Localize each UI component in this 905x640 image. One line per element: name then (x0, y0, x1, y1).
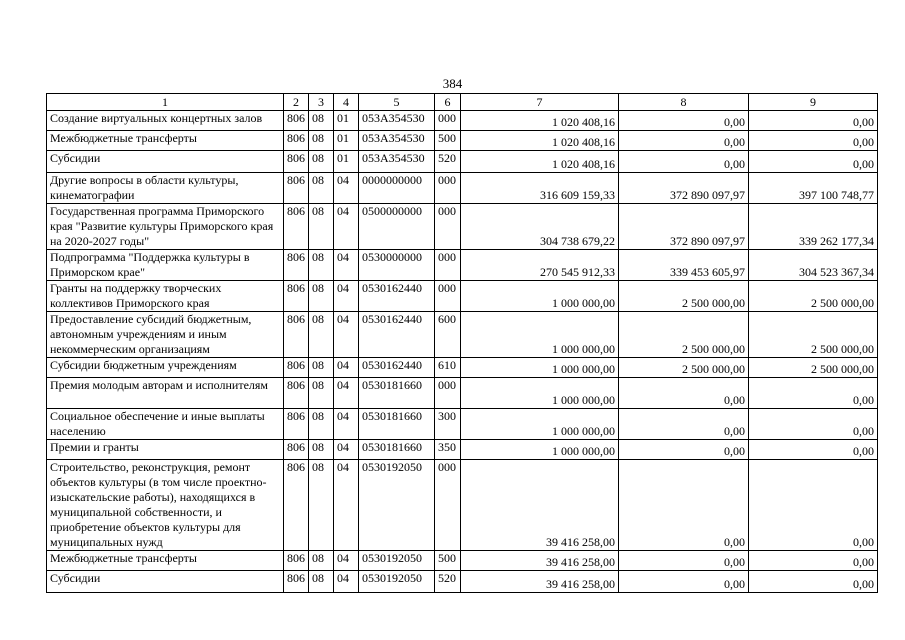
target-article-cell: 0530162440 (359, 312, 435, 358)
amount-cell: 2 500 000,00 (749, 281, 878, 312)
section-cell: 08 (309, 440, 334, 460)
amount-cell: 2 500 000,00 (619, 358, 749, 378)
code-cell: 806 (284, 409, 309, 440)
amount-cell: 39 416 258,00 (461, 460, 619, 551)
row-name-cell: Подпрограмма "Поддержка культуры в Приморском крае" (47, 250, 284, 281)
table-row (47, 151, 878, 173)
target-article-cell: 0530162440 (359, 281, 435, 312)
row-name-cell: Другие вопросы в области культуры, кинематографии (47, 173, 284, 204)
amount-cell: 0,00 (619, 409, 749, 440)
amount-cell: 2 500 000,00 (619, 281, 749, 312)
section-cell: 08 (309, 173, 334, 204)
row-name-cell: Социальное обеспечение и иные выплаты населению (47, 409, 284, 440)
target-article-cell: 0530162440 (359, 358, 435, 378)
column-header: 5 (359, 94, 435, 111)
code-cell: 806 (284, 250, 309, 281)
section-cell: 08 (309, 151, 334, 173)
amount-cell: 1 000 000,00 (461, 358, 619, 378)
section-cell: 08 (309, 551, 334, 571)
amount-cell: 0,00 (749, 409, 878, 440)
expense-type-cell: 000 (435, 204, 461, 250)
column-header: 1 (47, 94, 284, 111)
row-name-cell: Межбюджетные трансферты (47, 131, 284, 151)
target-article-cell: 0500000000 (359, 204, 435, 250)
section-cell: 08 (309, 378, 334, 409)
subsection-cell: 04 (334, 281, 359, 312)
row-name-cell: Предоставление субсидий бюджетным, автономным учреждениям и иным некоммерческим организациям (47, 312, 284, 358)
amount-cell: 1 000 000,00 (461, 409, 619, 440)
subsection-cell: 01 (334, 111, 359, 131)
code-cell: 806 (284, 111, 309, 131)
section-cell: 08 (309, 204, 334, 250)
amount-cell: 0,00 (619, 571, 749, 593)
amount-cell: 0,00 (619, 151, 749, 173)
code-cell: 806 (284, 440, 309, 460)
target-article-cell: 0530181660 (359, 440, 435, 460)
code-cell: 806 (284, 131, 309, 151)
row-name-cell: Создание виртуальных концертных залов (47, 111, 284, 131)
expense-type-cell: 000 (435, 111, 461, 131)
expense-type-cell: 000 (435, 250, 461, 281)
subsection-cell: 04 (334, 204, 359, 250)
section-cell: 08 (309, 131, 334, 151)
amount-cell: 0,00 (749, 571, 878, 593)
column-header: 7 (461, 94, 619, 111)
code-cell: 806 (284, 312, 309, 358)
table-row (47, 378, 878, 409)
amount-cell: 0,00 (619, 111, 749, 131)
code-cell: 806 (284, 460, 309, 551)
table-row (47, 571, 878, 593)
row-name-cell: Премия молодым авторам и исполнителям (47, 378, 284, 409)
table-row (47, 358, 878, 378)
row-name-cell: Гранты на поддержку творческих коллективов Приморского края (47, 281, 284, 312)
amount-cell: 0,00 (619, 460, 749, 551)
amount-cell: 2 500 000,00 (749, 358, 878, 378)
column-header: 8 (619, 94, 749, 111)
row-name-cell: Государственная программа Приморского края "Развитие культуры Приморского края на 2020-2027 годы" (47, 204, 284, 250)
expense-type-cell: 350 (435, 440, 461, 460)
amount-cell: 270 545 912,33 (461, 250, 619, 281)
amount-cell: 372 890 097,97 (619, 173, 749, 204)
table-row (47, 204, 878, 250)
row-name-cell: Субсидии (47, 151, 284, 173)
column-header: 6 (435, 94, 461, 111)
table-row (47, 312, 878, 358)
table-row (47, 440, 878, 460)
expense-type-cell: 520 (435, 151, 461, 173)
subsection-cell: 01 (334, 131, 359, 151)
target-article-cell: 0530192050 (359, 571, 435, 593)
amount-cell: 0,00 (749, 131, 878, 151)
amount-cell: 0,00 (749, 460, 878, 551)
expense-type-cell: 520 (435, 571, 461, 593)
amount-cell: 0,00 (749, 440, 878, 460)
column-header: 2 (284, 94, 309, 111)
code-cell: 806 (284, 151, 309, 173)
expense-type-cell: 000 (435, 378, 461, 409)
amount-cell: 39 416 258,00 (461, 571, 619, 593)
column-header: 9 (749, 94, 878, 111)
subsection-cell: 04 (334, 460, 359, 551)
expense-type-cell: 000 (435, 281, 461, 312)
subsection-cell: 01 (334, 151, 359, 173)
amount-cell: 0,00 (619, 131, 749, 151)
amount-cell: 1 000 000,00 (461, 281, 619, 312)
subsection-cell: 04 (334, 378, 359, 409)
code-cell: 806 (284, 358, 309, 378)
expense-type-cell: 000 (435, 173, 461, 204)
amount-cell: 1 000 000,00 (461, 440, 619, 460)
subsection-cell: 04 (334, 358, 359, 378)
page-number: 384 (442, 76, 463, 91)
subsection-cell: 04 (334, 250, 359, 281)
subsection-cell: 04 (334, 551, 359, 571)
code-cell: 806 (284, 173, 309, 204)
amount-cell: 1 020 408,16 (461, 151, 619, 173)
section-cell: 08 (309, 312, 334, 358)
column-header: 3 (309, 94, 334, 111)
section-cell: 08 (309, 460, 334, 551)
amount-cell: 39 416 258,00 (461, 551, 619, 571)
subsection-cell: 04 (334, 173, 359, 204)
code-cell: 806 (284, 571, 309, 593)
target-article-cell: 0530181660 (359, 378, 435, 409)
expense-type-cell: 500 (435, 551, 461, 571)
section-cell: 08 (309, 409, 334, 440)
subsection-cell: 04 (334, 312, 359, 358)
amount-cell: 304 523 367,34 (749, 250, 878, 281)
amount-cell: 397 100 748,77 (749, 173, 878, 204)
amount-cell: 0,00 (749, 111, 878, 131)
amount-cell: 1 000 000,00 (461, 378, 619, 409)
subsection-cell: 04 (334, 571, 359, 593)
amount-cell: 1 000 000,00 (461, 312, 619, 358)
table-row (47, 111, 878, 131)
table-row (47, 551, 878, 571)
row-name-cell: Субсидии (47, 571, 284, 593)
subsection-cell: 04 (334, 409, 359, 440)
amount-cell: 1 020 408,16 (461, 131, 619, 151)
row-name-cell: Строительство, реконструкция, ремонт объектов культуры (в том числе проектно-изыскательские работы), находящихся в муниципальной собственности, и приобретение объектов культуры для муниципальных нужд (47, 460, 284, 551)
target-article-cell: 0000000000 (359, 173, 435, 204)
target-article-cell: 053A354530 (359, 131, 435, 151)
table-row (47, 250, 878, 281)
amount-cell: 0,00 (749, 378, 878, 409)
table-row (47, 173, 878, 204)
expense-type-cell: 500 (435, 131, 461, 151)
amount-cell: 339 453 605,97 (619, 250, 749, 281)
code-cell: 806 (284, 378, 309, 409)
expense-type-cell: 300 (435, 409, 461, 440)
budget-table (46, 93, 878, 593)
target-article-cell: 053A354530 (359, 111, 435, 131)
target-article-cell: 0530181660 (359, 409, 435, 440)
code-cell: 806 (284, 281, 309, 312)
target-article-cell: 0530192050 (359, 551, 435, 571)
section-cell: 08 (309, 358, 334, 378)
amount-cell: 0,00 (619, 378, 749, 409)
amount-cell: 0,00 (749, 151, 878, 173)
code-cell: 806 (284, 551, 309, 571)
expense-type-cell: 600 (435, 312, 461, 358)
target-article-cell: 053A354530 (359, 151, 435, 173)
table-row (47, 460, 878, 551)
column-number-row (47, 94, 878, 111)
amount-cell: 304 738 679,22 (461, 204, 619, 250)
amount-cell: 339 262 177,34 (749, 204, 878, 250)
column-header: 4 (334, 94, 359, 111)
subsection-cell: 04 (334, 440, 359, 460)
target-article-cell: 0530000000 (359, 250, 435, 281)
table-row (47, 131, 878, 151)
section-cell: 08 (309, 250, 334, 281)
amount-cell: 2 500 000,00 (749, 312, 878, 358)
row-name-cell: Межбюджетные трансферты (47, 551, 284, 571)
code-cell: 806 (284, 204, 309, 250)
section-cell: 08 (309, 111, 334, 131)
amount-cell: 1 020 408,16 (461, 111, 619, 131)
target-article-cell: 0530192050 (359, 460, 435, 551)
amount-cell: 2 500 000,00 (619, 312, 749, 358)
table-row (47, 409, 878, 440)
row-name-cell: Субсидии бюджетным учреждениям (47, 358, 284, 378)
expense-type-cell: 610 (435, 358, 461, 378)
amount-cell: 0,00 (749, 551, 878, 571)
expense-type-cell: 000 (435, 460, 461, 551)
row-name-cell: Премии и гранты (47, 440, 284, 460)
amount-cell: 372 890 097,97 (619, 204, 749, 250)
section-cell: 08 (309, 281, 334, 312)
section-cell: 08 (309, 571, 334, 593)
table-row (47, 281, 878, 312)
amount-cell: 316 609 159,33 (461, 173, 619, 204)
amount-cell: 0,00 (619, 551, 749, 571)
amount-cell: 0,00 (619, 440, 749, 460)
